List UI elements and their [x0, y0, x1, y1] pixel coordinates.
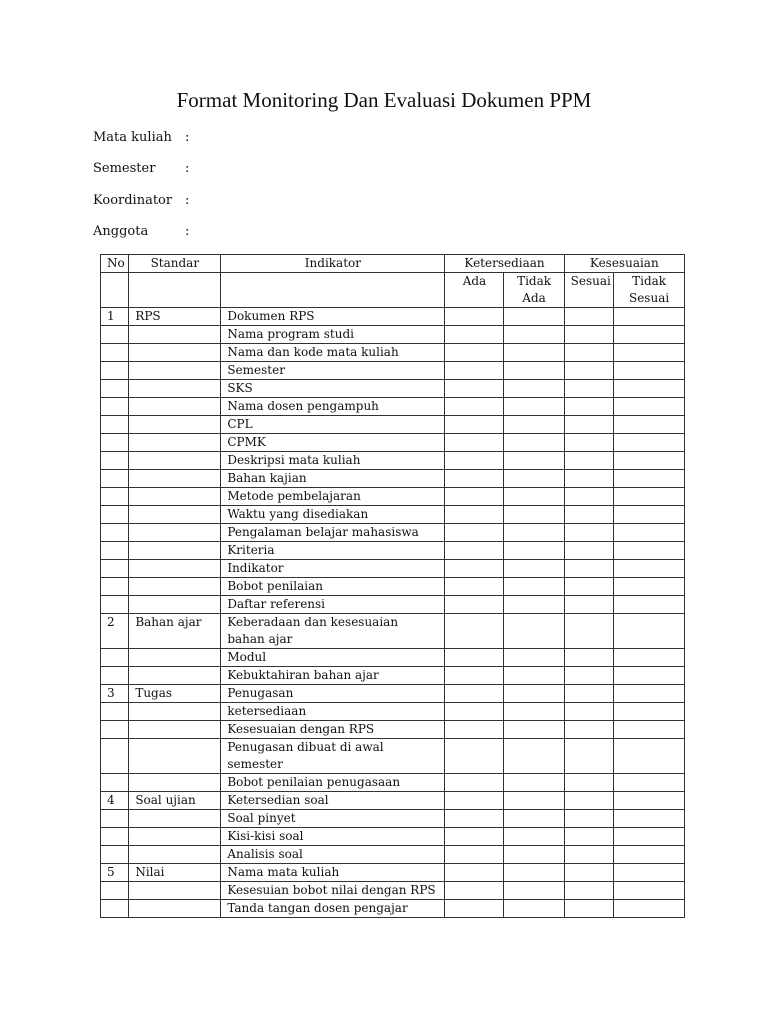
- cell-ada[interactable]: [445, 596, 504, 614]
- cell-standar: [129, 560, 221, 578]
- cell-tidak-sesuai[interactable]: [614, 434, 685, 452]
- cell-sesuai[interactable]: [564, 649, 614, 667]
- cell-sesuai[interactable]: [564, 828, 614, 846]
- cell-sesuai[interactable]: [564, 326, 614, 344]
- cell-tidak-sesuai[interactable]: [614, 380, 685, 398]
- cell-indikator: Ketersedian soal: [221, 792, 445, 810]
- cell-no: [101, 380, 129, 398]
- cell-indikator: SKS: [221, 380, 445, 398]
- cell-standar: [129, 434, 221, 452]
- cell-ada[interactable]: [445, 721, 504, 739]
- cell-standar: RPS: [129, 308, 221, 326]
- header-tidak-sesuai: Tidak Sesuai: [614, 273, 685, 308]
- cell-indikator: Nama mata kuliah: [221, 864, 445, 882]
- cell-indikator: CPL: [221, 416, 445, 434]
- cell-no: [101, 326, 129, 344]
- cell-tidak-ada[interactable]: [504, 721, 564, 739]
- cell-indikator: Nama dan kode mata kuliah: [221, 344, 445, 362]
- cell-indikator: Penugasan dibuat di awal semester: [221, 739, 445, 774]
- cell-ada[interactable]: [445, 739, 504, 774]
- cell-sesuai[interactable]: [564, 846, 614, 864]
- cell-ada[interactable]: [445, 398, 504, 416]
- cell-tidak-ada[interactable]: [504, 882, 564, 900]
- table-row: [101, 900, 685, 918]
- cell-tidak-sesuai[interactable]: [614, 578, 685, 596]
- cell-standar: Nilai: [129, 864, 221, 882]
- table-row: [101, 774, 685, 792]
- cell-indikator: Waktu yang disediakan: [221, 506, 445, 524]
- cell-sesuai[interactable]: [564, 398, 614, 416]
- cell-tidak-ada[interactable]: [504, 900, 564, 918]
- cell-no: 4: [101, 792, 129, 810]
- cell-tidak-ada[interactable]: [504, 506, 564, 524]
- header-no: No: [101, 255, 129, 273]
- cell-tidak-sesuai[interactable]: [614, 416, 685, 434]
- table-row: [101, 488, 685, 506]
- cell-ada[interactable]: [445, 882, 504, 900]
- cell-sesuai[interactable]: [564, 434, 614, 452]
- cell-indikator: Indikator: [221, 560, 445, 578]
- cell-ada[interactable]: [445, 810, 504, 828]
- cell-sesuai[interactable]: [564, 524, 614, 542]
- monitoring-table: [100, 254, 685, 918]
- cell-no: 1: [101, 308, 129, 326]
- cell-ada[interactable]: [445, 344, 504, 362]
- cell-indikator: Modul: [221, 649, 445, 667]
- cell-standar: [129, 703, 221, 721]
- cell-indikator: Kisi-kisi soal: [221, 828, 445, 846]
- cell-ada[interactable]: [445, 506, 504, 524]
- cell-tidak-ada[interactable]: [504, 703, 564, 721]
- cell-sesuai[interactable]: [564, 452, 614, 470]
- cell-tidak-sesuai[interactable]: [614, 506, 685, 524]
- cell-tidak-sesuai[interactable]: [614, 560, 685, 578]
- cell-indikator: Bobot penilaian penugasaan: [221, 774, 445, 792]
- cell-ada[interactable]: [445, 434, 504, 452]
- cell-ada[interactable]: [445, 864, 504, 882]
- cell-standar: [129, 488, 221, 506]
- cell-ada[interactable]: [445, 560, 504, 578]
- cell-tidak-sesuai[interactable]: [614, 864, 685, 882]
- cell-no: [101, 452, 129, 470]
- cell-tidak-ada[interactable]: [504, 488, 564, 506]
- cell-no: 5: [101, 864, 129, 882]
- table-row: [101, 864, 685, 882]
- cell-ada[interactable]: [445, 542, 504, 560]
- cell-tidak-ada[interactable]: [504, 452, 564, 470]
- cell-sesuai[interactable]: [564, 380, 614, 398]
- table-row: [101, 649, 685, 667]
- cell-tidak-ada[interactable]: [504, 416, 564, 434]
- header-blank: [101, 273, 129, 308]
- cell-sesuai[interactable]: [564, 721, 614, 739]
- cell-no: [101, 900, 129, 918]
- field-separator: :: [185, 193, 190, 208]
- table-row: [101, 596, 685, 614]
- cell-tidak-ada[interactable]: [504, 846, 564, 864]
- table-row: [101, 792, 685, 810]
- cell-no: [101, 434, 129, 452]
- cell-standar: Bahan ajar: [129, 614, 221, 649]
- table-row: [101, 380, 685, 398]
- table-row: [101, 344, 685, 362]
- field-label: Semester: [93, 161, 156, 176]
- cell-indikator: Bobot penilaian: [221, 578, 445, 596]
- cell-ada[interactable]: [445, 774, 504, 792]
- cell-sesuai[interactable]: [564, 308, 614, 326]
- cell-ada[interactable]: [445, 578, 504, 596]
- cell-standar: [129, 774, 221, 792]
- cell-indikator: CPMK: [221, 434, 445, 452]
- cell-tidak-sesuai[interactable]: [614, 792, 685, 810]
- table-row: [101, 416, 685, 434]
- table-row: [101, 578, 685, 596]
- cell-standar: [129, 721, 221, 739]
- cell-standar: Soal ujian: [129, 792, 221, 810]
- cell-tidak-sesuai[interactable]: [614, 649, 685, 667]
- cell-tidak-sesuai[interactable]: [614, 452, 685, 470]
- cell-sesuai[interactable]: [564, 488, 614, 506]
- header-ketersediaan: Ketersediaan: [445, 255, 564, 273]
- table-row: [101, 452, 685, 470]
- cell-tidak-ada[interactable]: [504, 398, 564, 416]
- cell-indikator: Nama dosen pengampuh: [221, 398, 445, 416]
- cell-no: [101, 524, 129, 542]
- cell-indikator: Tanda tangan dosen pengajar: [221, 900, 445, 918]
- table-row: [101, 362, 685, 380]
- table-row: [101, 685, 685, 703]
- field-label: Mata kuliah: [93, 130, 172, 145]
- cell-sesuai[interactable]: [564, 416, 614, 434]
- cell-tidak-ada[interactable]: [504, 308, 564, 326]
- header-sesuai: Sesuai: [564, 273, 614, 308]
- cell-no: [101, 344, 129, 362]
- cell-ada[interactable]: [445, 452, 504, 470]
- cell-standar: [129, 524, 221, 542]
- cell-indikator: Kriteria: [221, 542, 445, 560]
- cell-indikator: ketersediaan: [221, 703, 445, 721]
- field-koordinator: [93, 193, 189, 208]
- cell-indikator: Bahan kajian: [221, 470, 445, 488]
- cell-no: [101, 721, 129, 739]
- cell-standar: [129, 667, 221, 685]
- cell-ada[interactable]: [445, 649, 504, 667]
- cell-standar: [129, 542, 221, 560]
- cell-tidak-sesuai[interactable]: [614, 596, 685, 614]
- cell-sesuai[interactable]: [564, 560, 614, 578]
- cell-standar: [129, 578, 221, 596]
- cell-no: [101, 596, 129, 614]
- field-separator: :: [185, 224, 190, 239]
- cell-tidak-ada[interactable]: [504, 614, 564, 649]
- header-indikator: Indikator: [221, 255, 445, 273]
- table-row: [101, 846, 685, 864]
- field-separator: :: [185, 130, 190, 145]
- table-row: [101, 560, 685, 578]
- field-anggota: [93, 224, 189, 239]
- cell-standar: [129, 398, 221, 416]
- cell-sesuai[interactable]: [564, 362, 614, 380]
- cell-ada[interactable]: [445, 900, 504, 918]
- header-blank: [221, 273, 445, 308]
- table-row: [101, 326, 685, 344]
- cell-no: [101, 578, 129, 596]
- cell-ada[interactable]: [445, 703, 504, 721]
- cell-sesuai[interactable]: [564, 667, 614, 685]
- table-row: [101, 739, 685, 774]
- cell-no: [101, 739, 129, 774]
- cell-tidak-ada[interactable]: [504, 685, 564, 703]
- table-row: [101, 828, 685, 846]
- cell-sesuai[interactable]: [564, 614, 614, 649]
- cell-standar: Tugas: [129, 685, 221, 703]
- cell-no: [101, 560, 129, 578]
- cell-sesuai[interactable]: [564, 470, 614, 488]
- cell-sesuai[interactable]: [564, 596, 614, 614]
- table-body: [101, 308, 685, 918]
- cell-no: [101, 774, 129, 792]
- cell-no: [101, 667, 129, 685]
- field-semester: [93, 161, 189, 176]
- cell-ada[interactable]: [445, 846, 504, 864]
- cell-standar: [129, 506, 221, 524]
- cell-tidak-sesuai[interactable]: [614, 739, 685, 774]
- cell-indikator: Daftar referensi: [221, 596, 445, 614]
- cell-tidak-sesuai[interactable]: [614, 703, 685, 721]
- cell-standar: [129, 739, 221, 774]
- cell-ada[interactable]: [445, 488, 504, 506]
- cell-tidak-ada[interactable]: [504, 667, 564, 685]
- cell-indikator: Dokumen RPS: [221, 308, 445, 326]
- cell-no: [101, 362, 129, 380]
- table-row: [101, 614, 685, 649]
- cell-tidak-ada[interactable]: [504, 560, 564, 578]
- cell-tidak-sesuai[interactable]: [614, 488, 685, 506]
- cell-tidak-sesuai[interactable]: [614, 398, 685, 416]
- cell-no: [101, 416, 129, 434]
- table-row: [101, 506, 685, 524]
- page-title: Format Monitoring Dan Evaluasi Dokumen PPM: [176, 88, 592, 112]
- cell-tidak-ada[interactable]: [504, 828, 564, 846]
- cell-standar: [129, 416, 221, 434]
- cell-tidak-sesuai[interactable]: [614, 614, 685, 649]
- table-row: [101, 524, 685, 542]
- cell-ada[interactable]: [445, 524, 504, 542]
- cell-tidak-ada[interactable]: [504, 380, 564, 398]
- table-row: [101, 810, 685, 828]
- cell-indikator: Keberadaan dan kesesuaian bahan ajar: [221, 614, 445, 649]
- cell-ada[interactable]: [445, 416, 504, 434]
- cell-sesuai[interactable]: [564, 739, 614, 774]
- cell-tidak-sesuai[interactable]: [614, 810, 685, 828]
- cell-tidak-sesuai[interactable]: [614, 344, 685, 362]
- cell-tidak-ada[interactable]: [504, 864, 564, 882]
- cell-sesuai[interactable]: [564, 774, 614, 792]
- cell-no: [101, 846, 129, 864]
- cell-tidak-ada[interactable]: [504, 649, 564, 667]
- cell-ada[interactable]: [445, 667, 504, 685]
- field-separator: :: [185, 161, 190, 176]
- cell-no: [101, 506, 129, 524]
- cell-standar: [129, 326, 221, 344]
- cell-standar: [129, 649, 221, 667]
- cell-no: [101, 703, 129, 721]
- cell-tidak-sesuai[interactable]: [614, 721, 685, 739]
- cell-tidak-sesuai[interactable]: [614, 470, 685, 488]
- table-row: [101, 721, 685, 739]
- cell-ada[interactable]: [445, 308, 504, 326]
- table-row: [101, 398, 685, 416]
- cell-sesuai[interactable]: [564, 506, 614, 524]
- cell-tidak-ada[interactable]: [504, 739, 564, 774]
- cell-indikator: Kesesuaian dengan RPS: [221, 721, 445, 739]
- header-standar: Standar: [129, 255, 221, 273]
- cell-indikator: Semester: [221, 362, 445, 380]
- cell-tidak-sesuai[interactable]: [614, 685, 685, 703]
- cell-ada[interactable]: [445, 685, 504, 703]
- cell-tidak-ada[interactable]: [504, 810, 564, 828]
- table-row: [101, 542, 685, 560]
- cell-tidak-ada[interactable]: [504, 596, 564, 614]
- cell-sesuai[interactable]: [564, 685, 614, 703]
- table-row: [101, 667, 685, 685]
- cell-indikator: Deskripsi mata kuliah: [221, 452, 445, 470]
- cell-ada[interactable]: [445, 470, 504, 488]
- cell-sesuai[interactable]: [564, 810, 614, 828]
- cell-no: [101, 398, 129, 416]
- cell-tidak-sesuai[interactable]: [614, 882, 685, 900]
- header-tidak-ada: Tidak Ada: [504, 273, 564, 308]
- cell-ada[interactable]: [445, 326, 504, 344]
- table-row: [101, 882, 685, 900]
- cell-tidak-ada[interactable]: [504, 344, 564, 362]
- table-row: [101, 308, 685, 326]
- cell-no: [101, 542, 129, 560]
- cell-indikator: Kebuktahiran bahan ajar: [221, 667, 445, 685]
- cell-tidak-sesuai[interactable]: [614, 667, 685, 685]
- cell-indikator: Kesesuian bobot nilai dengan RPS: [221, 882, 445, 900]
- cell-ada[interactable]: [445, 792, 504, 810]
- cell-sesuai[interactable]: [564, 792, 614, 810]
- table-row: [101, 470, 685, 488]
- cell-standar: [129, 362, 221, 380]
- cell-standar: [129, 900, 221, 918]
- cell-tidak-sesuai[interactable]: [614, 326, 685, 344]
- table-row: [101, 703, 685, 721]
- cell-sesuai[interactable]: [564, 344, 614, 362]
- cell-tidak-sesuai[interactable]: [614, 900, 685, 918]
- table-subheader-row: [101, 273, 685, 308]
- cell-standar: [129, 596, 221, 614]
- cell-tidak-sesuai[interactable]: [614, 308, 685, 326]
- cell-tidak-ada[interactable]: [504, 542, 564, 560]
- cell-no: [101, 470, 129, 488]
- cell-tidak-sesuai[interactable]: [614, 524, 685, 542]
- cell-tidak-ada[interactable]: [504, 326, 564, 344]
- cell-tidak-ada[interactable]: [504, 578, 564, 596]
- cell-no: [101, 828, 129, 846]
- cell-sesuai[interactable]: [564, 542, 614, 560]
- cell-indikator: Penugasan: [221, 685, 445, 703]
- cell-sesuai[interactable]: [564, 900, 614, 918]
- cell-tidak-ada[interactable]: [504, 362, 564, 380]
- cell-standar: [129, 846, 221, 864]
- cell-tidak-ada[interactable]: [504, 434, 564, 452]
- cell-no: [101, 882, 129, 900]
- cell-tidak-sesuai[interactable]: [614, 362, 685, 380]
- cell-sesuai[interactable]: [564, 703, 614, 721]
- cell-standar: [129, 882, 221, 900]
- cell-tidak-sesuai[interactable]: [614, 846, 685, 864]
- cell-ada[interactable]: [445, 380, 504, 398]
- cell-no: 2: [101, 614, 129, 649]
- field-label: Anggota: [93, 224, 149, 239]
- cell-indikator: Nama program studi: [221, 326, 445, 344]
- cell-standar: [129, 810, 221, 828]
- cell-no: [101, 810, 129, 828]
- cell-indikator: Metode pembelajaran: [221, 488, 445, 506]
- table-header-row: [101, 255, 685, 273]
- cell-ada[interactable]: [445, 828, 504, 846]
- header-kesesuaian: Kesesuaian: [564, 255, 684, 273]
- cell-tidak-sesuai[interactable]: [614, 828, 685, 846]
- cell-indikator: Soal pinyet: [221, 810, 445, 828]
- cell-indikator: Pengalaman belajar mahasiswa: [221, 524, 445, 542]
- header-ada: Ada: [445, 273, 504, 308]
- cell-indikator: Analisis soal: [221, 846, 445, 864]
- cell-sesuai[interactable]: [564, 864, 614, 882]
- header-blank: [129, 273, 221, 308]
- cell-tidak-sesuai[interactable]: [614, 542, 685, 560]
- cell-sesuai[interactable]: [564, 882, 614, 900]
- field-mata-kuliah: [93, 130, 189, 145]
- cell-tidak-ada[interactable]: [504, 470, 564, 488]
- table-row: [101, 434, 685, 452]
- cell-tidak-ada[interactable]: [504, 792, 564, 810]
- cell-tidak-sesuai[interactable]: [614, 774, 685, 792]
- field-label: Koordinator: [93, 193, 173, 208]
- cell-standar: [129, 828, 221, 846]
- cell-tidak-ada[interactable]: [504, 774, 564, 792]
- cell-standar: [129, 380, 221, 398]
- cell-ada[interactable]: [445, 362, 504, 380]
- cell-tidak-ada[interactable]: [504, 524, 564, 542]
- cell-no: 3: [101, 685, 129, 703]
- cell-standar: [129, 452, 221, 470]
- cell-ada[interactable]: [445, 614, 504, 649]
- cell-sesuai[interactable]: [564, 578, 614, 596]
- cell-no: [101, 649, 129, 667]
- cell-no: [101, 488, 129, 506]
- cell-standar: [129, 344, 221, 362]
- cell-standar: [129, 470, 221, 488]
